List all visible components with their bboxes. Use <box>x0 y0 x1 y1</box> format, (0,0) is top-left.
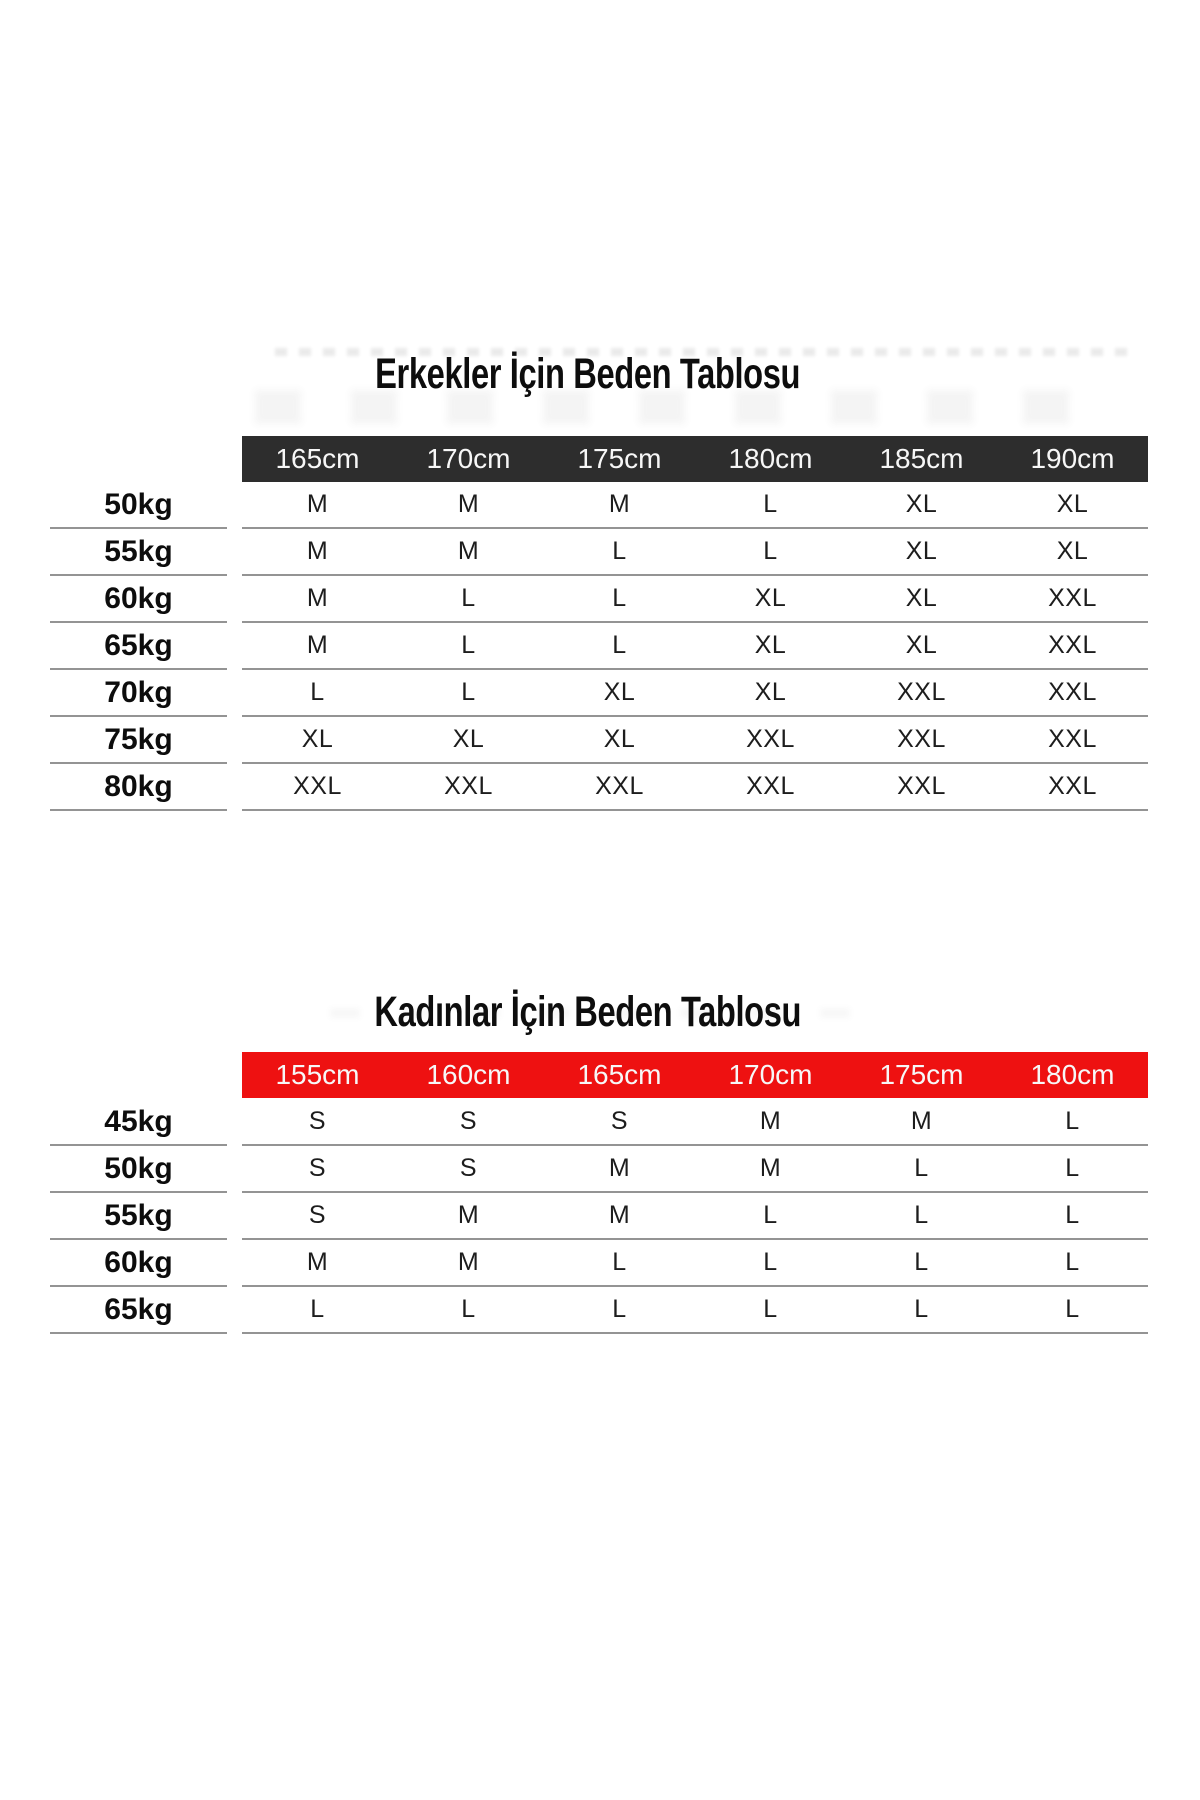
height-header-cell: 190cm <box>1030 443 1115 474</box>
weight-label: 65kg <box>50 623 227 670</box>
men-table-rows <box>50 482 1148 811</box>
size-cell: XL <box>452 725 485 753</box>
size-cell: L <box>461 1295 476 1323</box>
table-row <box>50 717 1148 764</box>
men-table-title-text: Erkekler İçin Beden Tablosu <box>375 349 801 398</box>
size-cells <box>242 623 1148 670</box>
size-cell: L <box>310 1295 325 1323</box>
weight-label: 50kg <box>50 482 227 529</box>
size-cell: XXL <box>746 725 795 753</box>
women-table-title <box>0 987 1188 1037</box>
height-header-cell: 180cm <box>1030 1059 1115 1090</box>
size-cell: L <box>914 1248 929 1276</box>
size-cells <box>242 764 1148 811</box>
size-cell: L <box>914 1201 929 1229</box>
size-cell: XL <box>754 631 787 659</box>
size-cell: XL <box>301 725 334 753</box>
size-cell: M <box>457 1248 480 1276</box>
table-row <box>50 623 1148 670</box>
size-cell: M <box>306 537 329 565</box>
weight-label: 55kg <box>50 529 227 576</box>
weight-label: 45kg <box>50 1099 227 1146</box>
size-cell: XXL <box>293 772 342 800</box>
height-header-cell: 170cm <box>426 443 511 474</box>
size-cell: XXL <box>897 678 946 706</box>
height-header-cell: 165cm <box>577 1059 662 1090</box>
size-cell: L <box>461 631 476 659</box>
size-cell: M <box>457 537 480 565</box>
size-cell: XXL <box>1048 678 1097 706</box>
size-cell: S <box>459 1107 478 1135</box>
size-cell: XL <box>754 584 787 612</box>
size-cell: L <box>1065 1107 1080 1135</box>
size-cell: M <box>306 631 329 659</box>
size-cell: XXL <box>746 772 795 800</box>
size-cell: L <box>1065 1295 1080 1323</box>
table-row <box>50 576 1148 623</box>
weight-label: 80kg <box>50 764 227 811</box>
size-cell: L <box>763 537 778 565</box>
size-cell: M <box>306 1248 329 1276</box>
size-cell: L <box>763 1295 778 1323</box>
height-header-cell: 185cm <box>879 443 964 474</box>
weight-label: 50kg <box>50 1146 227 1193</box>
women-table-rows <box>50 1099 1148 1334</box>
size-cells <box>242 1193 1148 1240</box>
height-header-cell: 155cm <box>275 1059 360 1090</box>
size-cell: XL <box>1056 537 1089 565</box>
weight-label: 55kg <box>50 1193 227 1240</box>
size-cell: L <box>310 678 325 706</box>
size-cells <box>242 1287 1148 1334</box>
size-cell: XXL <box>897 725 946 753</box>
size-cells <box>242 1099 1148 1146</box>
size-cell: XXL <box>1048 584 1097 612</box>
women-height-header-row <box>242 1052 1148 1098</box>
size-cell: S <box>308 1201 327 1229</box>
size-cells <box>242 717 1148 764</box>
size-cell: XXL <box>1048 772 1097 800</box>
size-cell: L <box>763 1248 778 1276</box>
size-cell: M <box>608 490 631 518</box>
weight-label: 60kg <box>50 1240 227 1287</box>
size-cell: XL <box>603 725 636 753</box>
size-cell: XL <box>1056 490 1089 518</box>
size-cell: L <box>612 1248 627 1276</box>
size-cell: L <box>914 1154 929 1182</box>
table-row <box>50 1287 1148 1334</box>
height-header-cell: 175cm <box>879 1059 964 1090</box>
size-cell: XL <box>603 678 636 706</box>
size-cell: S <box>308 1154 327 1182</box>
size-cell: L <box>461 584 476 612</box>
size-cells <box>242 670 1148 717</box>
size-cell: L <box>1065 1248 1080 1276</box>
size-cell: L <box>1065 1154 1080 1182</box>
size-cells <box>242 529 1148 576</box>
size-cell: S <box>308 1107 327 1135</box>
weight-label: 70kg <box>50 670 227 717</box>
weight-label: 75kg <box>50 717 227 764</box>
weight-label: 60kg <box>50 576 227 623</box>
size-cell: M <box>759 1107 782 1135</box>
table-row <box>50 1240 1148 1287</box>
women-table-title-text: Kadınlar İçin Beden Tablosu <box>374 987 802 1036</box>
table-row <box>50 670 1148 717</box>
size-cell: XL <box>905 537 938 565</box>
size-cell: L <box>612 1295 627 1323</box>
size-cell: XXL <box>444 772 493 800</box>
size-cell: M <box>608 1201 631 1229</box>
size-cell: S <box>610 1107 629 1135</box>
weight-label: 65kg <box>50 1287 227 1334</box>
height-header-cell: 160cm <box>426 1059 511 1090</box>
size-cell: XXL <box>1048 631 1097 659</box>
height-header-cell: 175cm <box>577 443 662 474</box>
size-cell: XXL <box>595 772 644 800</box>
size-cell: XL <box>905 490 938 518</box>
size-cell: L <box>763 1201 778 1229</box>
size-cell: M <box>457 490 480 518</box>
table-row <box>50 1099 1148 1146</box>
size-cell: L <box>461 678 476 706</box>
table-row <box>50 529 1148 576</box>
size-cell: L <box>914 1295 929 1323</box>
size-cell: M <box>306 584 329 612</box>
size-cell: L <box>612 584 627 612</box>
size-cell: L <box>763 490 778 518</box>
size-cell: L <box>1065 1201 1080 1229</box>
size-cells <box>242 576 1148 623</box>
size-cell: XXL <box>1048 725 1097 753</box>
size-cell: S <box>459 1154 478 1182</box>
table-row <box>50 764 1148 811</box>
size-cell: XL <box>754 678 787 706</box>
height-header-cell: 170cm <box>728 1059 813 1090</box>
size-cell: M <box>457 1201 480 1229</box>
size-cell: L <box>612 537 627 565</box>
size-cell: XL <box>905 631 938 659</box>
table-row <box>50 482 1148 529</box>
size-cells <box>242 1240 1148 1287</box>
size-cell: M <box>910 1107 933 1135</box>
size-cell: M <box>608 1154 631 1182</box>
size-cell: XL <box>905 584 938 612</box>
men-table-title <box>0 349 1188 399</box>
size-cells <box>242 482 1148 529</box>
size-cell: M <box>759 1154 782 1182</box>
size-cell: M <box>306 490 329 518</box>
size-cell: L <box>612 631 627 659</box>
size-cells <box>242 1146 1148 1193</box>
height-header-cell: 180cm <box>728 443 813 474</box>
size-cell: XXL <box>897 772 946 800</box>
table-row <box>50 1193 1148 1240</box>
men-height-header-row <box>242 436 1148 482</box>
table-row <box>50 1146 1148 1193</box>
height-header-cell: 165cm <box>275 443 360 474</box>
